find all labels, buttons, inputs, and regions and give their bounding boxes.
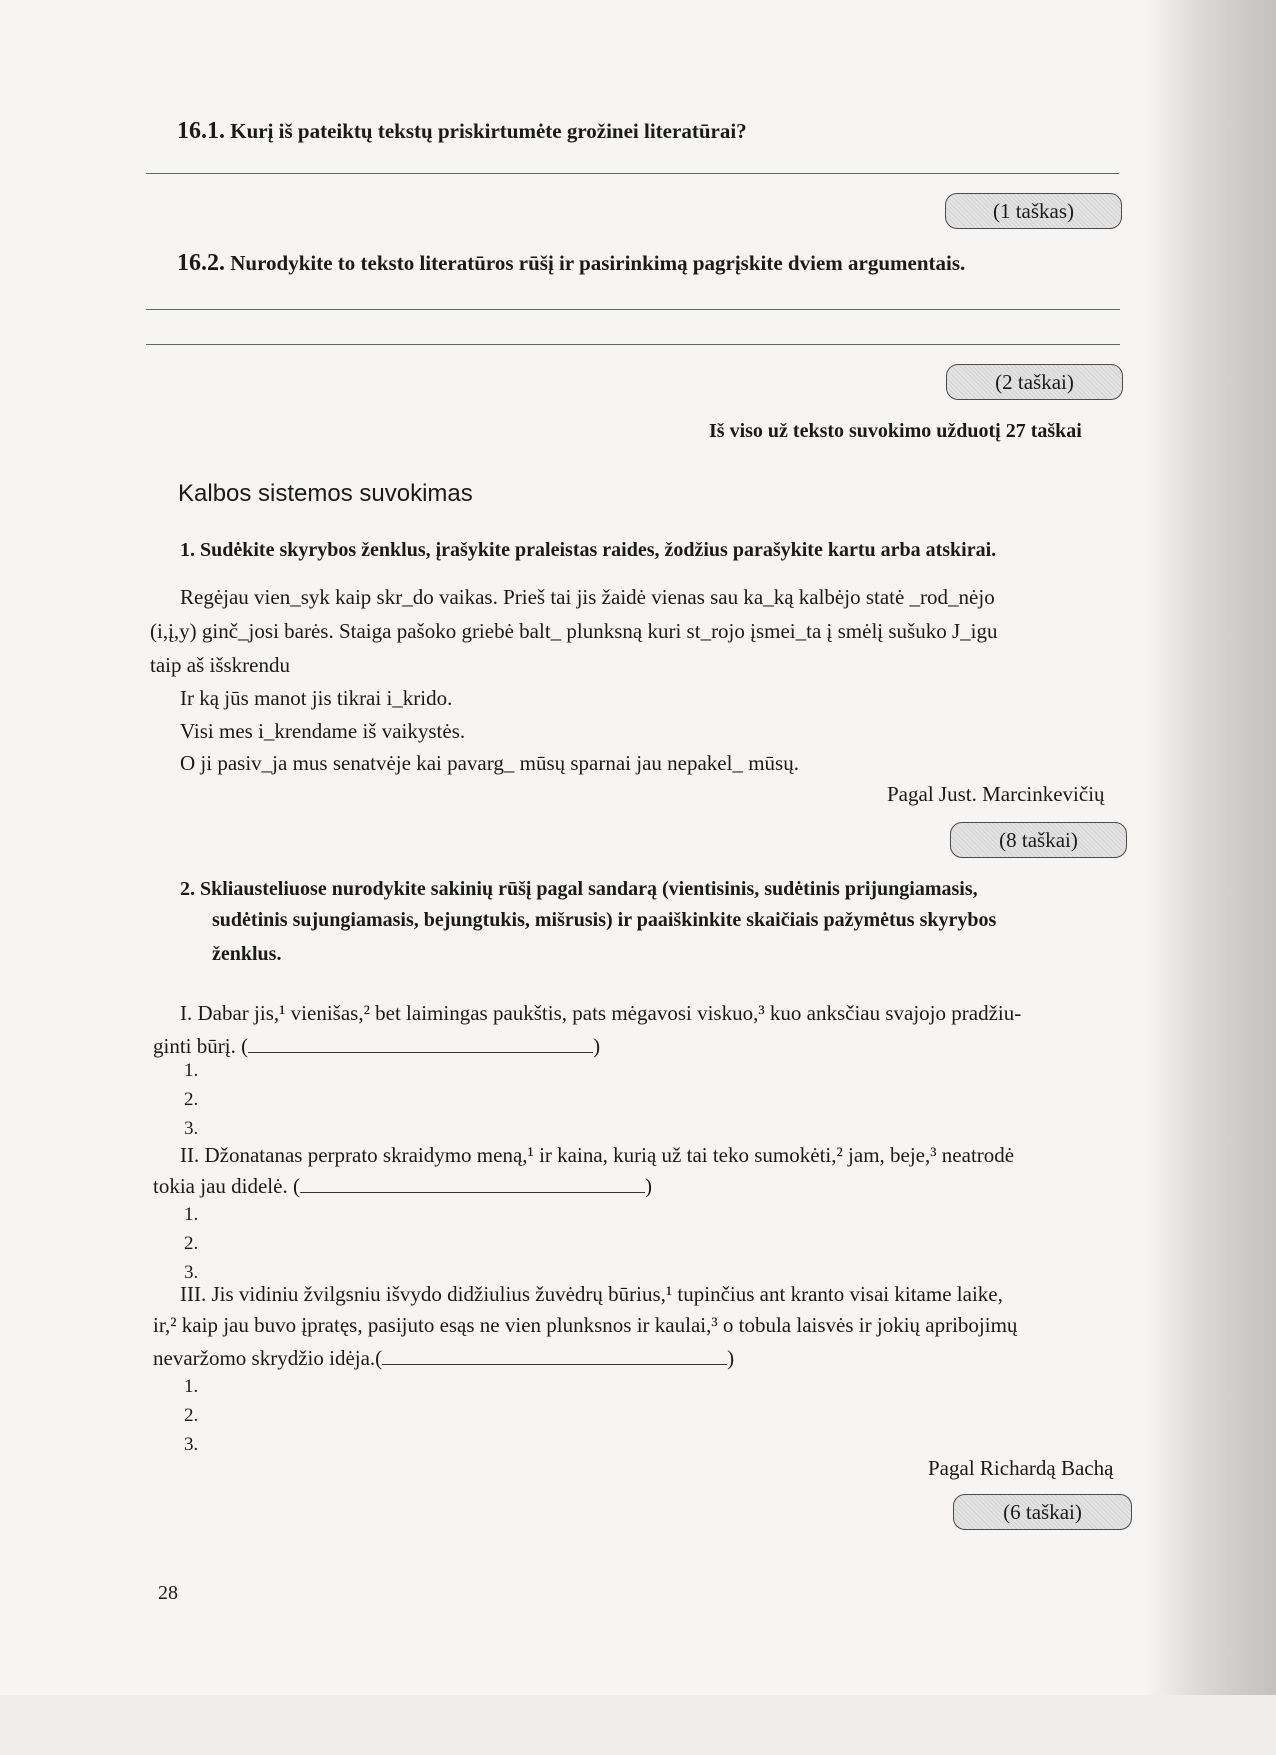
explain-item-2[interactable]: 2. [184,1405,199,1426]
sentence-3-line-3: nevaržomo skrydžio idėja.( ) [153,1346,735,1370]
section-heading: Kalbos sistemos suvokimas [178,480,473,507]
explain-item-3[interactable]: 3. [184,1434,199,1455]
task1-line-2[interactable]: (i,į,y) ginč_josi barės. Staiga pašoko griebė balt_ plunksną kuri st_rojo įsmei_ta į smėlį sušuko J_igu [150,619,998,643]
sentence-3-line-1: III. Jis vidiniu žvilgsniu išvydo didžiulius žuvėdrų būrius,¹ tupinčius ant kranto visai kitame laike, [180,1282,1003,1306]
sentence-1-line-2: ginti būrį. ( ) [153,1034,601,1058]
page-number: 28 [158,1582,178,1604]
task2-source: Pagal Richardą Bachą [928,1456,1114,1480]
answer-line[interactable] [146,173,1119,174]
explain-item-1[interactable]: 1. [184,1204,199,1225]
page-edge-shadow [1146,0,1276,1755]
points-badge: (8 taškai) [950,822,1127,858]
task2-title-line-2: sudėtinis sujungiamasis, bejungtukis, mišrusis) ir paaiškinkite skaičiais pažymėtus skyrybos [212,909,997,931]
explain-item-2[interactable]: 2. [184,1089,199,1110]
question-text: Nurodykite to teksto literatūros rūšį ir pasirinkimą pagrįskite dviem argumentais. [230,251,966,275]
task1-line-6[interactable]: O ji pasiv_ja mus senatvėje kai pavarg_ mūsų sparnai jau nepakel_ mūsų. [180,751,799,775]
explain-item-1[interactable]: 1. [184,1376,199,1397]
task1-line-4[interactable]: Ir ką jūs manot jis tikrai i_krido. [180,686,453,710]
page-bottom-strip [0,1695,1276,1755]
explain-item-2[interactable]: 2. [184,1233,199,1254]
question-16-2 [177,250,965,277]
task1-title: 1. Sudėkite skyrybos ženklus, įrašykite praleistas raides, žodžius parašykite kartu arba atskirai. [180,539,997,561]
task2-title-line-1: 2. Skliausteliuose nurodykite sakinių rūšį pagal sandarą (vientisinis, sudėtinis prijungiamasis, [180,878,978,900]
task1-line-1[interactable]: Regėjau vien_syk kaip skr_do vaikas. Prieš tai jis žaidė vienas sau ka_ką kalbėjo statė _rod_nėjo [180,585,995,609]
task1-line-3[interactable]: taip aš išskrendu [150,653,290,677]
question-number: 16.1. [177,118,225,144]
question-text: Kurį iš pateiktų tekstų priskirtumėte grožinei literatūrai? [230,119,747,143]
question-16-1 [177,118,747,145]
explain-item-3[interactable]: 3. [184,1262,199,1283]
question-number: 16.2. [177,250,225,276]
sentence-type-blank[interactable] [300,1174,645,1193]
sentence-1-line-1: I. Dabar jis,¹ vienišas,² bet laimingas paukštis, pats mėgavosi viskuo,³ kuo anksčiau svajojo pradžiu- [180,1001,1022,1025]
sentence-2-line-2: tokia jau didelė. ( ) [153,1174,652,1198]
points-badge: (6 taškai) [953,1494,1132,1530]
total-points-note: Iš viso už teksto suvokimo užduotį 27 taškai [709,420,1082,442]
explain-item-1[interactable]: 1. [184,1060,199,1081]
sentence-type-blank[interactable] [248,1034,593,1053]
answer-line[interactable] [146,344,1120,345]
points-badge: (1 taškas) [945,193,1122,229]
answer-line[interactable] [146,309,1120,310]
sentence-type-blank[interactable] [382,1346,727,1365]
task2-title-line-3: ženklus. [212,943,282,965]
points-badge: (2 taškai) [946,364,1123,400]
explain-item-3[interactable]: 3. [184,1118,199,1139]
task1-line-5[interactable]: Visi mes i_krendame iš vaikystės. [180,719,466,743]
task1-source: Pagal Just. Marcinkevičių [887,782,1105,806]
sentence-3-line-2: ir,² kaip jau buvo įpratęs, pasijuto esąs ne vien plunksnos ir kaulai,³ o tobula laisvės ir jokių apribojimų [153,1313,1018,1337]
sentence-2-line-1: II. Džonatanas perprato skraidymo meną,¹ ir kaina, kurią už tai teko sumokėti,² jam, beje,³ neatrodė [180,1143,1015,1167]
